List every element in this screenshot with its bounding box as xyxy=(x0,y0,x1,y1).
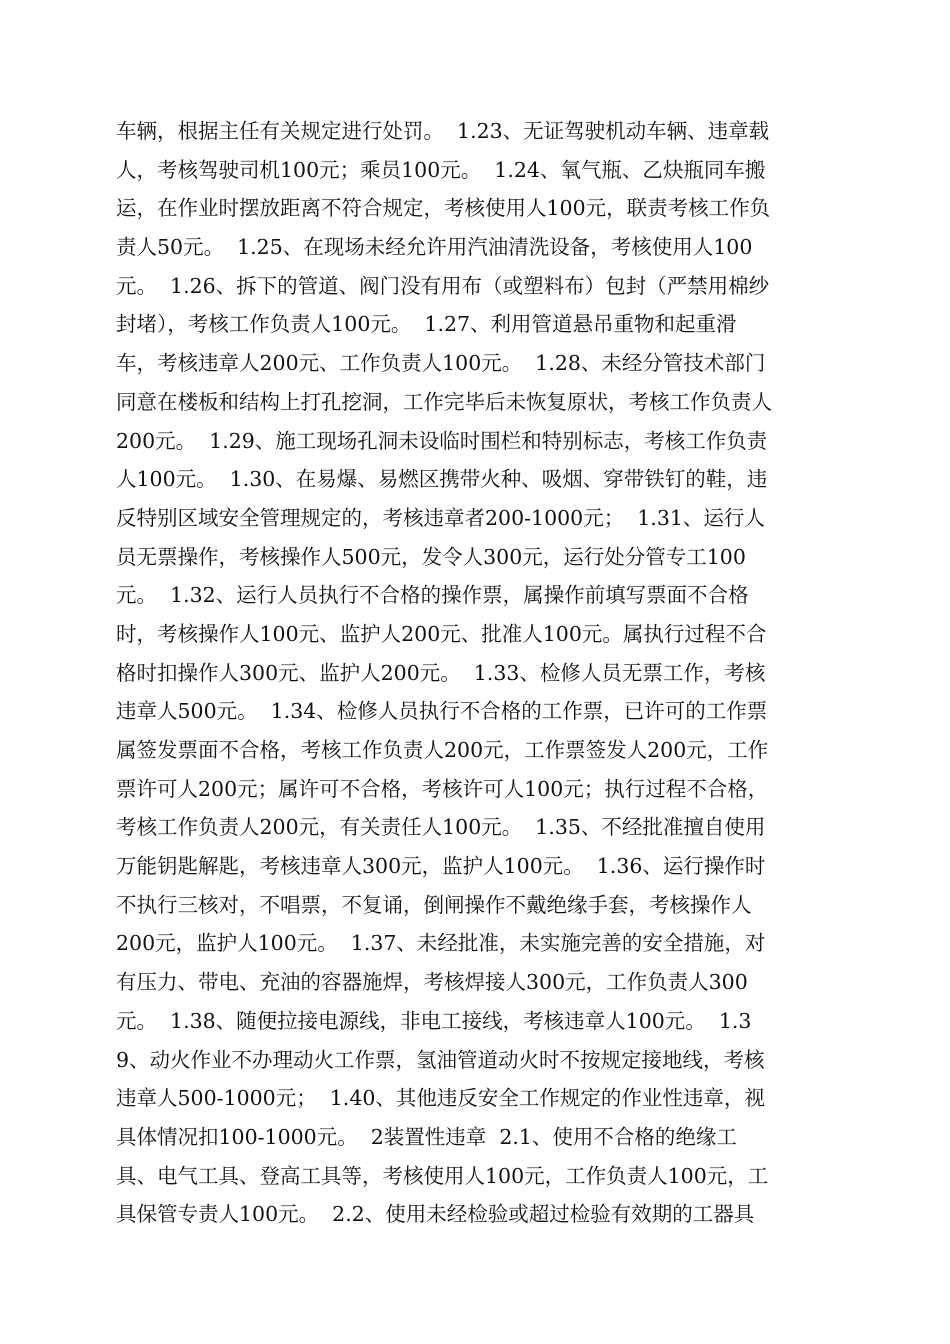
text-line-14: 时，考核操作人100元、监护人200元、批准人100元。属执行过程不合 xyxy=(116,621,767,646)
text-line-7: 车，考核违章人200元、工作负责人100元。 1.28、未经分管技术部门 xyxy=(116,351,766,376)
text-line-4: 责人50元。 1.25、在现场未经允许用汽油清洗设备，考核使用人100 xyxy=(116,235,753,260)
text-line-2: 人，考核驾驶司机100元；乘员100元。 1.24、氧气瓶、乙炔瓶同车搬 xyxy=(116,157,766,182)
text-line-22: 200元，监护人100元。 1.37、未经批准，未实施完善的安全措施，对 xyxy=(116,931,766,956)
text-line-3: 运，在作业时摆放距离不符合规定，考核使用人100元，联责考核工作负 xyxy=(116,196,771,221)
text-line-23: 有压力、带电、充油的容器施焊，考核焊接人300元，工作负责人300 xyxy=(116,970,748,995)
text-line-24: 元。 1.38、随便拉接电源线，非电工接线，考核违章人100元。 1.3 xyxy=(116,1008,752,1033)
text-line-28: 具、电气工具、登高工具等，考核使用人100元，工作负责人100元，工 xyxy=(116,1163,769,1188)
text-line-20: 万能钥匙解匙，考核违章人300元，监护人100元。 1.36、运行操作时 xyxy=(116,854,766,879)
text-line-26: 违章人500-1000元； 1.40、其他违反安全工作规定的作业性违章，视 xyxy=(116,1086,765,1111)
text-line-13: 元。 1.32、运行人员执行不合格的操作票，属操作前填写票面不合格 xyxy=(116,583,749,608)
text-line-6: 封堵），考核工作负责人100元。 1.27、利用管道悬吊重物和起重滑 xyxy=(116,312,737,337)
text-line-12: 员无票操作，考核操作人500元，发令人300元，运行处分管专工100 xyxy=(116,544,746,569)
text-line-5: 元。 1.26、拆下的管道、阀门没有用布（或塑料布）包封（严禁用棉纱 xyxy=(116,273,770,298)
text-line-15: 格时扣操作人300元、监护人200元。 1.33、检修人员无票工作，考核 xyxy=(116,660,766,685)
text-line-29: 具保管专责人100元。 2.2、使用未经检验或超过检验有效期的工器具 xyxy=(116,1202,755,1227)
text-line-9: 200元。 1.29、施工现场孔洞未设临时围栏和特别标志，考核工作负责 xyxy=(116,428,768,453)
text-line-16: 违章人500元。 1.34、检修人员执行不合格的工作票，已许可的工作票 xyxy=(116,699,768,724)
text-line-8: 同意在楼板和结构上打孔挖洞，工作完毕后未恢复原状，考核工作负责人 xyxy=(116,389,772,414)
text-line-25: 9、动火作业不办理动火工作票，氢油管道动火时不按规定接地线，考核 xyxy=(116,1047,765,1072)
text-line-21: 不执行三核对，不唱票，不复诵，倒闸操作不戴绝缘手套，考核操作人 xyxy=(116,892,752,917)
text-line-10: 人100元。 1.30、在易爆、易燃区携带火种、吸烟、穿带铁钉的鞋，违 xyxy=(116,467,768,492)
text-line-18: 票许可人200元；属许可不合格，考核许可人100元；执行过程不合格， xyxy=(116,776,769,801)
text-line-27: 具体情况扣100-1000元。 2装置性违章 2.1、使用不合格的绝缘工 xyxy=(116,1124,737,1149)
text-line-11: 反特别区域安全管理规定的，考核违章者200-1000元； 1.31、运行人 xyxy=(116,505,765,530)
text-line-17: 属签发票面不合格，考核工作负责人200元，工作票签发人200元，工作 xyxy=(116,738,769,762)
text-line-1: 车辆，根据主任有关规定进行处罚。 1.23、无证驾驶机动车辆、违章载 xyxy=(116,119,770,143)
body-text xyxy=(116,112,836,1234)
text-line-19: 考核工作负责人200元，有关责任人100元。 1.35、不经批准擅自使用 xyxy=(116,815,766,840)
